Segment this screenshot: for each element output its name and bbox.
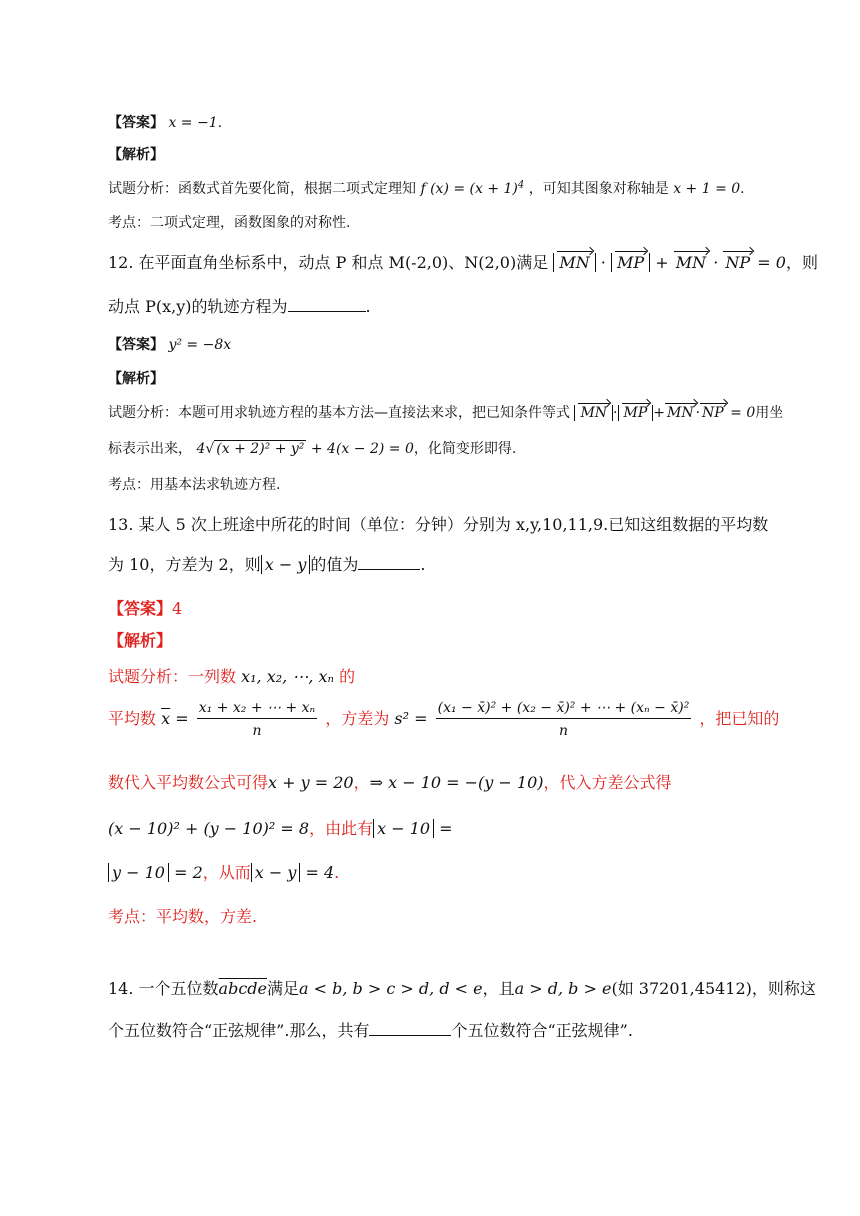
question-text: (如 37201,45412)，则称这: [611, 979, 816, 998]
fraction-denominator: n: [558, 723, 568, 739]
vector-np: NP: [725, 253, 751, 272]
formula-part: ⇒ x − 10 = −(y − 10): [369, 773, 544, 792]
analysis-text: 标表示出来，: [108, 441, 192, 457]
equation-end: = 0: [725, 405, 756, 421]
analysis-text: .: [740, 181, 745, 197]
question-text: 动点 P(x,y)的轨迹方程为: [108, 297, 288, 316]
q11-answer-line: [108, 112, 222, 132]
condition-expr: a > d, b > e: [514, 979, 612, 998]
answer-label: 【答案】: [108, 337, 164, 353]
condition-expr: a < b, b > c > d, d < e: [299, 979, 483, 998]
analysis-text: ，: [353, 773, 370, 792]
analysis-formula: f (x) = (x + 1): [420, 181, 518, 197]
formula-part: (x − 10)² + (y − 10)² = 8: [108, 819, 310, 838]
vector-mn: MN: [667, 405, 694, 421]
vector-mp: MP: [623, 405, 648, 421]
q12-stem-line1: 12. 在平面直角坐标系中，动点 P 和点 M(-2,0)、N(2,0)满足 MN · MP + MN · NP = 0，则: [108, 253, 818, 272]
analysis-text: ，可知其图象对称轴是: [528, 181, 669, 197]
question-text: 的值为: [310, 555, 359, 574]
vector-mn: MN: [580, 405, 608, 421]
abs-expr: y − 10: [108, 863, 169, 882]
formula-part: =: [434, 819, 453, 838]
equation-end: = 0: [752, 253, 786, 272]
analysis-text: ，化简变形即得.: [413, 441, 517, 457]
q12-stem-line2: [108, 294, 371, 317]
question-text: 满足: [267, 979, 300, 998]
answer-value: x = −1.: [168, 115, 223, 131]
vector-np: NP: [702, 405, 724, 421]
question-text: .: [420, 555, 426, 574]
vector-mp: MP: [616, 253, 645, 272]
vector-mn: MN: [559, 253, 590, 272]
formula-part: = 4: [300, 863, 335, 882]
q11-analysis-line: [108, 178, 745, 198]
q13-kaodian: 考点：平均数，方差.: [108, 907, 258, 926]
fraction-denominator: n: [252, 723, 262, 739]
question-text: 个五位数符合“正弦规律”.: [451, 1021, 633, 1040]
sqrt-body: (x + 2)² + y²: [216, 441, 305, 457]
variance-symbol: s² =: [394, 709, 428, 728]
abs-expr: x − 10: [373, 819, 434, 838]
question-text: 个五位数符合“正弦规律”.那么，共有: [108, 1021, 370, 1040]
question-text: ，且: [482, 979, 515, 998]
question-text: 12. 在平面直角坐标系中，动点 P 和点 M(-2,0)、N(2,0)满足: [108, 253, 549, 272]
q13-stem-line2: [108, 552, 425, 575]
analysis-axis: x + 1 = 0: [673, 181, 741, 197]
q13-analysis-label: 【解析】: [108, 631, 173, 650]
sequence-expr: x₁, x₂, ⋯, xₙ: [241, 667, 335, 686]
q13-analysis-line4: [108, 816, 453, 839]
formula-part: 4: [196, 441, 206, 457]
q12-analysis-line1: 试题分析：本题可用求轨迹方程的基本方法—直接法来求，把已知条件等式 MN · MP + MN · NP = 0用坐: [108, 405, 784, 421]
q14-stem-line2: [108, 1018, 633, 1041]
q12-kaodian: 考点：用基本法求轨迹方程.: [108, 477, 281, 493]
answer-blank[interactable]: [288, 297, 366, 312]
question-text: 为 10，方差为 2，则: [108, 555, 261, 574]
abs-expr: x − y: [251, 863, 301, 882]
variance-fraction: [436, 700, 692, 739]
analysis-text: 试题分析：本题可用求轨迹方程的基本方法—直接法来求，把已知条件等式: [108, 405, 570, 421]
five-digit-number: abcde: [218, 979, 267, 998]
q14-stem-line1: [108, 976, 816, 999]
analysis-text: ，从而: [202, 863, 251, 882]
analysis-text: ，由此有: [309, 819, 374, 838]
vector-abs: [611, 253, 650, 272]
fraction-numerator: x₁ + x₂ + ⋯ + xₙ: [197, 700, 317, 719]
q13-stem-line1: 13. 某人 5 次上班途中所花的时间（单位：分钟）分别为 x,y,10,11,9.已知这组数据的平均数: [108, 515, 769, 534]
abs-expr: x − y: [261, 555, 311, 574]
q12-answer-line: [108, 334, 231, 354]
formula-part: x + y = 20: [268, 773, 354, 792]
q12-analysis-line2: 标表示出来， 4√ (x + 2)² + y² + 4(x − 2) = 0，化简变形即得.: [108, 441, 517, 457]
mean-fraction: [197, 700, 317, 739]
mean-symbol: $\overline{x}$: [161, 709, 171, 728]
q11-kaodian: 考点：二项式定理，函数图象的对称性.: [108, 215, 351, 231]
q11-analysis-label: 【解析】: [108, 147, 164, 163]
analysis-text: 数代入平均数公式可得: [108, 773, 269, 792]
analysis-text: 试题分析：函数式首先要化简，根据二项式定理知: [108, 181, 416, 197]
analysis-text: 用坐: [755, 405, 784, 421]
answer-blank[interactable]: [358, 555, 420, 570]
answer-label: 【答案】: [108, 599, 173, 618]
q13-analysis-line1: [108, 664, 355, 687]
answer-blank[interactable]: [369, 1021, 451, 1036]
q13-analysis-line2: 平均数 $\overline{x}$ = $\frac{\text{x₁ + x₂ + ⋯ + xₙ}}{n}$ ，方差为 s² = $\frac{\text{(x₁ − x̄)² + (x₂ − x̄)² + ⋯ + (xₙ − x̄)²}}{n}$ ，把已知的: [108, 700, 780, 739]
vector-abs: [553, 253, 595, 272]
formula-part: = 2: [168, 863, 203, 882]
answer-value: 4: [172, 599, 183, 618]
analysis-text: ，代入方差公式得: [543, 773, 672, 792]
analysis-text: ，方差为: [325, 709, 390, 728]
question-text: ，则: [785, 253, 818, 272]
q13-analysis-line3: [108, 770, 672, 793]
q12-analysis-label: 【解析】: [108, 371, 164, 387]
question-text: .: [365, 297, 371, 316]
analysis-text: .: [334, 863, 340, 882]
q13-answer-line: [108, 596, 182, 619]
analysis-text: ，把已知的: [699, 709, 780, 728]
analysis-text: 的: [339, 667, 356, 686]
analysis-exponent: 4: [517, 179, 525, 191]
q13-analysis-line5: [108, 860, 339, 883]
fraction-numerator: (x₁ − x̄)² + (x₂ − x̄)² + ⋯ + (xₙ − x̄)²: [436, 700, 692, 719]
analysis-text: 试题分析：一列数: [108, 667, 237, 686]
analysis-text: 平均数: [108, 709, 157, 728]
answer-label: 【答案】: [108, 115, 164, 131]
formula-part: + 4(x − 2) = 0: [306, 441, 414, 457]
vector-mn: MN: [675, 253, 707, 272]
answer-value: y² = −8x: [168, 337, 232, 353]
question-text: 14. 一个五位数: [108, 979, 219, 998]
